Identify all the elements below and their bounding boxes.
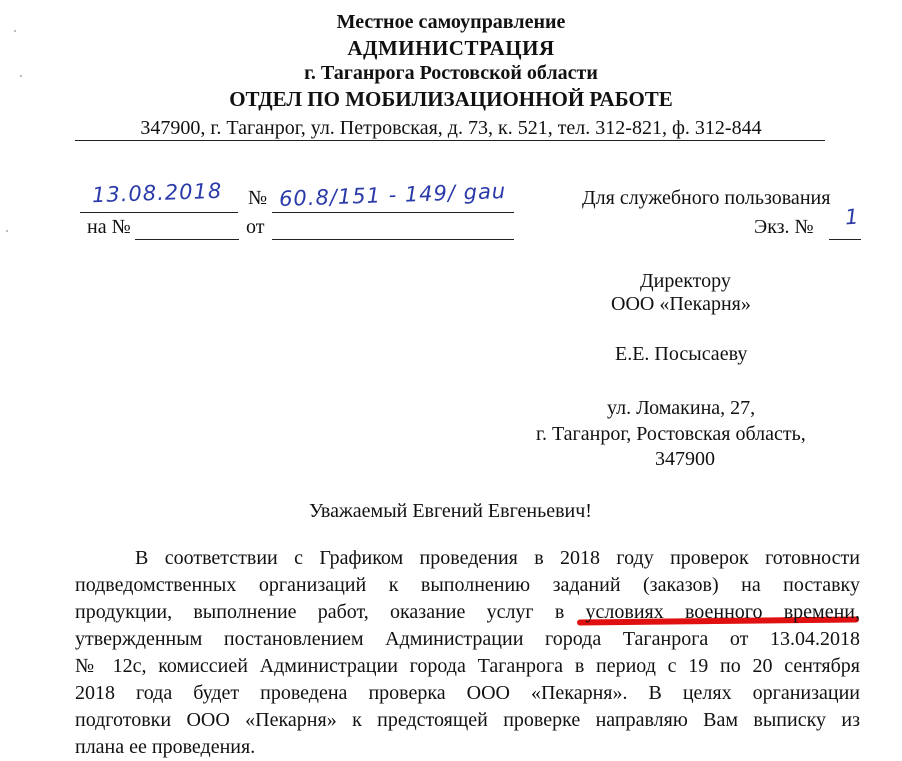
recipient-position: Директору [640, 270, 731, 292]
ref-underline [135, 239, 239, 240]
body-line: 2018 года будет проведена проверка ООО «Пекарня». В целях организации [75, 682, 860, 704]
recipient-postcode: 347900 [655, 448, 715, 470]
body-line: подготовки ООО «Пекарня» к предстоящей проверке направляю Вам выписку из [75, 709, 860, 731]
registration-number-sign: № [248, 187, 268, 209]
salutation: Уважаемый Евгений Евгеньевич! [309, 500, 592, 522]
header-department: ОТДЕЛ ПО МОБИЛИЗАЦИОННОЙ РАБОТЕ [229, 87, 673, 111]
copy-label: Экз. № [754, 216, 814, 238]
number-underline [272, 212, 514, 213]
recipient-organization: ООО «Пекарня» [611, 293, 751, 315]
recipient-street: ул. Ломакина, 27, [607, 397, 756, 419]
body-line: № 12с, комиссией Администрации города Таганрога в период с 19 по 20 сентября [75, 655, 860, 677]
copy-underline [829, 239, 861, 240]
date-underline [80, 212, 238, 213]
recipient-city: г. Таганрог, Ростовская область, [536, 423, 806, 445]
registration-date: 13.08.2018 [91, 178, 223, 208]
scan-speck [14, 30, 16, 32]
from-label: от [246, 216, 265, 238]
body-line: В соответствии с Графиком проведения в 2018 году проверок готовности [135, 547, 860, 569]
registration-number: 60.8/151 - 149/ gau [278, 179, 507, 211]
header-city: г. Таганрога Ростовской области [304, 62, 598, 84]
header-administration: АДМИНИСТРАЦИЯ [347, 36, 555, 60]
classification-label: Для служебного пользования [582, 187, 831, 209]
copy-number: 1 [844, 204, 861, 230]
body-line: утвержденным постановлением Администрации города Таганрога от 13.04.2018 [75, 628, 860, 650]
scan-speck [6, 230, 8, 232]
ref-label: на № [87, 216, 131, 238]
scan-speck [20, 75, 22, 77]
body-line: продукции, выполнение работ, оказание услуг в условиях военного времени, [75, 601, 860, 623]
header-line-1: Местное самоуправление [336, 11, 566, 33]
from-underline [272, 239, 514, 240]
header-divider [75, 140, 825, 141]
body-line: подведомственных организаций к выполнению заданий (заказов) на поставку [75, 574, 860, 596]
header-address: 347900, г. Таганрог, ул. Петровская, д. 73, к. 521, тел. 312-821, ф. 312-844 [140, 117, 762, 139]
body-paragraph [75, 545, 860, 761]
body-line: плана ее проведения. [75, 736, 256, 758]
recipient-name: Е.Е. Посысаеву [615, 343, 748, 365]
